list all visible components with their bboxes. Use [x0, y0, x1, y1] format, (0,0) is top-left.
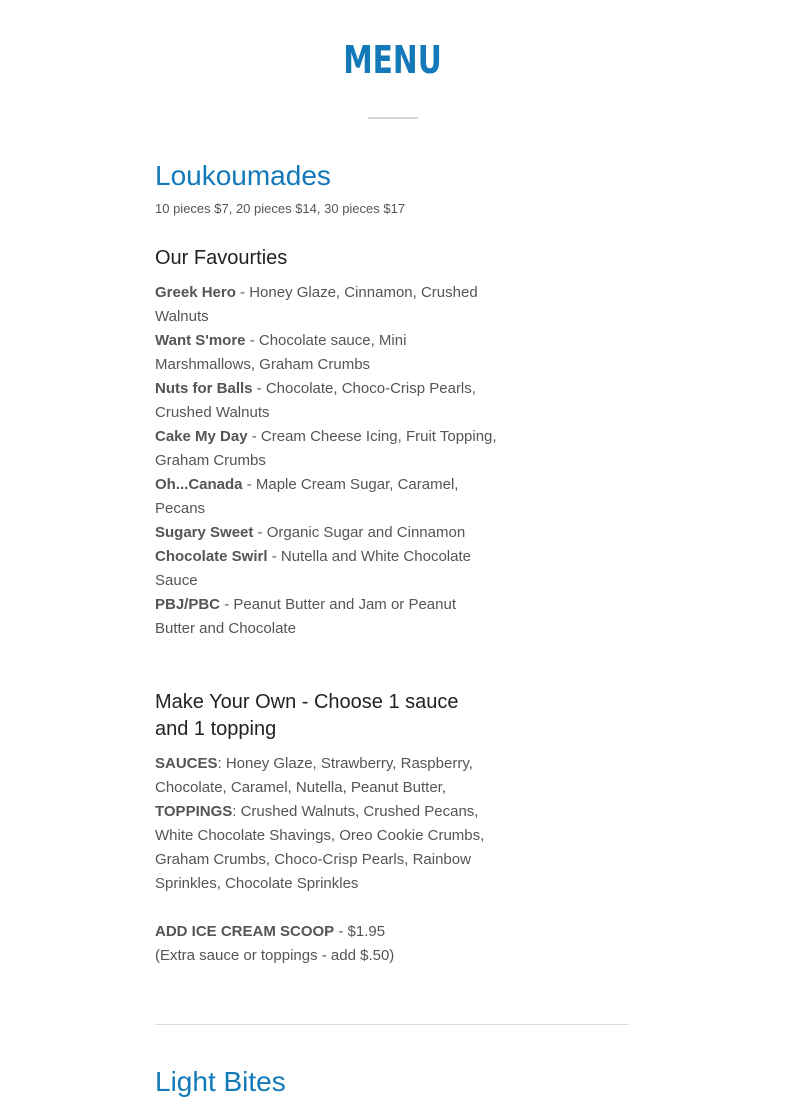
favourite-item: [155, 593, 500, 641]
favourite-desc: - Chocolate, Choco-Crisp Pearls, Crushed Walnuts: [155, 380, 476, 421]
toppings-text: : Crushed Walnuts, Crushed Pecans, White Chocolate Shavings, Oreo Cookie Crumbs, Graham Crumbs, Choco-Crisp Pearls, Rainbow Sprinkles, Chocolate Sprinkles: [155, 803, 485, 892]
favourite-name: Cake My Day: [155, 428, 248, 445]
favourite-name: Oh...Canada: [155, 476, 243, 493]
favourite-name: Sugary Sweet: [155, 524, 254, 541]
title-divider: [368, 117, 418, 119]
sauces-toppings: [155, 752, 500, 896]
ice-cream-line: [155, 920, 500, 944]
favourite-name: PBJ/PBC: [155, 596, 221, 613]
price-line: 10 pieces $7, 20 pieces $14, 30 pieces $17: [155, 201, 406, 216]
toppings-label: TOPPINGS: [155, 803, 233, 820]
favourites-list: [155, 281, 500, 641]
sauces-text: : Honey Glaze, Strawberry, Raspberry, Chocolate, Caramel, Nutella, Peanut Butter,: [155, 755, 473, 796]
favourite-desc: - Cream Cheese Icing, Fruit Topping, Graham Crumbs: [155, 428, 497, 469]
favourite-name: Nuts for Balls: [155, 380, 253, 397]
page-title: MENU: [343, 38, 442, 82]
sauces-line: [155, 752, 500, 800]
section-heading-light-bites: Light Bites: [155, 1066, 286, 1097]
favourite-desc: - Maple Cream Sugar, Caramel, Pecans: [155, 476, 459, 517]
favourite-desc: - Honey Glaze, Cinnamon, Crushed Walnuts: [155, 284, 478, 325]
toppings-line: [155, 800, 500, 896]
favourite-item: [155, 377, 500, 425]
extra-note: (Extra sauce or toppings - add $.50): [155, 947, 395, 964]
ice-cream-label: ADD ICE CREAM SCOOP: [155, 923, 335, 940]
sauces-label: SAUCES: [155, 755, 218, 772]
section-divider: [155, 1024, 629, 1025]
favourite-item: [155, 329, 500, 377]
favourite-item: [155, 425, 500, 473]
favourite-desc: - Nutella and White Chocolate Sauce: [155, 548, 471, 589]
favourite-item: [155, 473, 500, 521]
favourite-desc: - Peanut Butter and Jam or Peanut Butter and Chocolate: [155, 596, 457, 637]
favourite-item: [155, 521, 500, 545]
favourite-item: [155, 545, 500, 593]
favourite-desc: - Organic Sugar and Cinnamon: [253, 524, 466, 541]
section-heading-loukoumades: Loukoumades: [155, 160, 331, 191]
favourite-name: Greek Hero: [155, 284, 236, 301]
make-your-own-heading: Make Your Own - Choose 1 sauce and 1 topping: [155, 691, 459, 740]
ice-cream-price: - $1.95: [334, 923, 386, 940]
favourites-heading: Our Favourties: [155, 247, 288, 269]
favourite-name: Chocolate Swirl: [155, 548, 268, 565]
favourite-desc: - Chocolate sauce, Mini Marshmallows, Graham Crumbs: [155, 332, 407, 373]
ice-cream-addon: [155, 920, 500, 968]
favourite-item: [155, 281, 500, 329]
favourite-name: Want S'more: [155, 332, 246, 349]
